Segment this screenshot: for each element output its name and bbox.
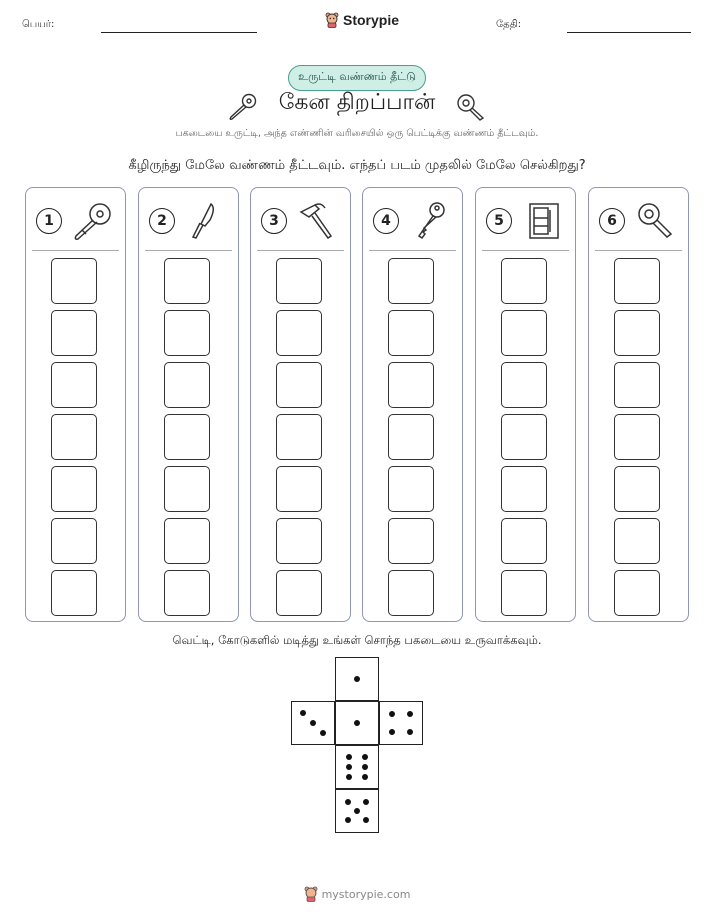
dice-face-top-one	[335, 657, 379, 701]
date-field[interactable]	[567, 32, 691, 33]
dice-face-six	[335, 745, 379, 789]
color-box[interactable]	[501, 414, 547, 460]
color-box[interactable]	[388, 570, 434, 616]
dice-pip	[362, 754, 368, 760]
pizza-cutter-icon	[70, 200, 116, 242]
dice-pip	[363, 817, 369, 823]
color-box[interactable]	[51, 414, 97, 460]
date-label: தேதி:	[496, 19, 522, 30]
color-box[interactable]	[276, 518, 322, 564]
dice-pip	[354, 676, 360, 682]
color-box[interactable]	[276, 466, 322, 512]
dice-pip	[354, 808, 360, 814]
color-box[interactable]	[51, 310, 97, 356]
column-5	[475, 187, 576, 622]
color-box[interactable]	[614, 466, 660, 512]
page-subtitle: பகடையை உருட்டி, அந்த எண்ணின் வரிசையில் ஒரு பெட்டிக்கு வண்ணம் தீட்டவும்.	[175, 128, 539, 139]
dice-face-center-one	[335, 701, 379, 745]
knife-icon	[183, 200, 229, 242]
key-icon	[407, 200, 453, 242]
dice-pip	[407, 711, 413, 717]
dice-face-five	[335, 789, 379, 833]
dice-pip	[363, 799, 369, 805]
color-box[interactable]	[501, 570, 547, 616]
color-box[interactable]	[164, 414, 210, 460]
bear-icon	[325, 12, 339, 28]
color-box[interactable]	[388, 362, 434, 408]
column-number: 2	[149, 208, 175, 234]
color-box[interactable]	[614, 362, 660, 408]
color-box[interactable]	[614, 414, 660, 460]
color-box[interactable]	[501, 362, 547, 408]
brand-logo	[325, 12, 399, 28]
dice-face-right-four	[379, 701, 423, 745]
color-box[interactable]	[51, 258, 97, 304]
dice-pip	[310, 720, 316, 726]
dice-pip	[300, 710, 306, 716]
dice-pip	[346, 774, 352, 780]
name-field[interactable]	[101, 32, 257, 33]
activity-badge: உருட்டி வண்ணம் தீட்டு	[288, 65, 426, 91]
dice-pip	[346, 754, 352, 760]
column-number: 6	[599, 208, 625, 234]
dice-pip	[407, 729, 413, 735]
color-box[interactable]	[276, 258, 322, 304]
color-box[interactable]	[501, 258, 547, 304]
color-box[interactable]	[164, 518, 210, 564]
dice-pip	[354, 720, 360, 726]
name-label: பெயர்:	[22, 19, 55, 30]
column-divider	[145, 250, 232, 251]
color-box[interactable]	[276, 310, 322, 356]
column-divider	[482, 250, 569, 251]
column-1	[25, 187, 126, 622]
column-number: 3	[261, 208, 287, 234]
title-right-can-opener-icon	[455, 92, 487, 122]
color-box[interactable]	[388, 310, 434, 356]
dice-pip	[320, 730, 326, 736]
dice-pip	[389, 711, 395, 717]
cabinet-icon	[520, 200, 566, 242]
color-box[interactable]	[388, 258, 434, 304]
column-4	[362, 187, 463, 622]
column-6	[588, 187, 689, 622]
color-box[interactable]	[501, 518, 547, 564]
footer	[0, 886, 714, 902]
color-box[interactable]	[614, 570, 660, 616]
color-box[interactable]	[501, 310, 547, 356]
color-box[interactable]	[164, 570, 210, 616]
dice-instruction: வெட்டி, கோடுகளில் மடித்து உங்கள் சொந்த பகடையை உருவாக்கவும்.	[172, 633, 542, 647]
dice-pip	[389, 729, 395, 735]
dice-face-left-three	[291, 701, 335, 745]
column-3	[250, 187, 351, 622]
color-box[interactable]	[614, 310, 660, 356]
column-divider	[32, 250, 119, 251]
color-box[interactable]	[164, 362, 210, 408]
column-divider	[369, 250, 456, 251]
column-2	[138, 187, 239, 622]
color-box[interactable]	[51, 570, 97, 616]
brand-name: Storypie	[343, 12, 400, 28]
color-box[interactable]	[164, 310, 210, 356]
color-box[interactable]	[276, 362, 322, 408]
color-box[interactable]	[51, 362, 97, 408]
bear-icon	[304, 886, 318, 902]
column-number: 4	[373, 208, 399, 234]
dice-pip	[346, 764, 352, 770]
color-box[interactable]	[388, 466, 434, 512]
color-box[interactable]	[388, 518, 434, 564]
footer-url[interactable]: mystorypie.com	[321, 887, 411, 901]
dice-pip	[345, 799, 351, 805]
color-box[interactable]	[501, 466, 547, 512]
color-box[interactable]	[276, 570, 322, 616]
color-box[interactable]	[388, 414, 434, 460]
color-box[interactable]	[51, 518, 97, 564]
color-box[interactable]	[276, 414, 322, 460]
color-box[interactable]	[614, 518, 660, 564]
color-box[interactable]	[164, 466, 210, 512]
dice-pip	[362, 774, 368, 780]
color-box[interactable]	[164, 258, 210, 304]
column-divider	[257, 250, 344, 251]
dice-pip	[362, 764, 368, 770]
can-opener-icon	[633, 200, 679, 242]
column-number: 1	[36, 208, 62, 234]
color-box[interactable]	[51, 466, 97, 512]
dice-pip	[345, 817, 351, 823]
hammer-icon	[295, 200, 341, 242]
column-number: 5	[486, 208, 512, 234]
instruction-text: கீழிருந்து மேலே வண்ணம் தீட்டவும். எந்தப் படம் முதலில் மேலே செல்கிறது?	[128, 158, 586, 173]
column-divider	[595, 250, 682, 251]
page-title: கேன திறப்பான்	[278, 90, 436, 115]
color-box[interactable]	[614, 258, 660, 304]
